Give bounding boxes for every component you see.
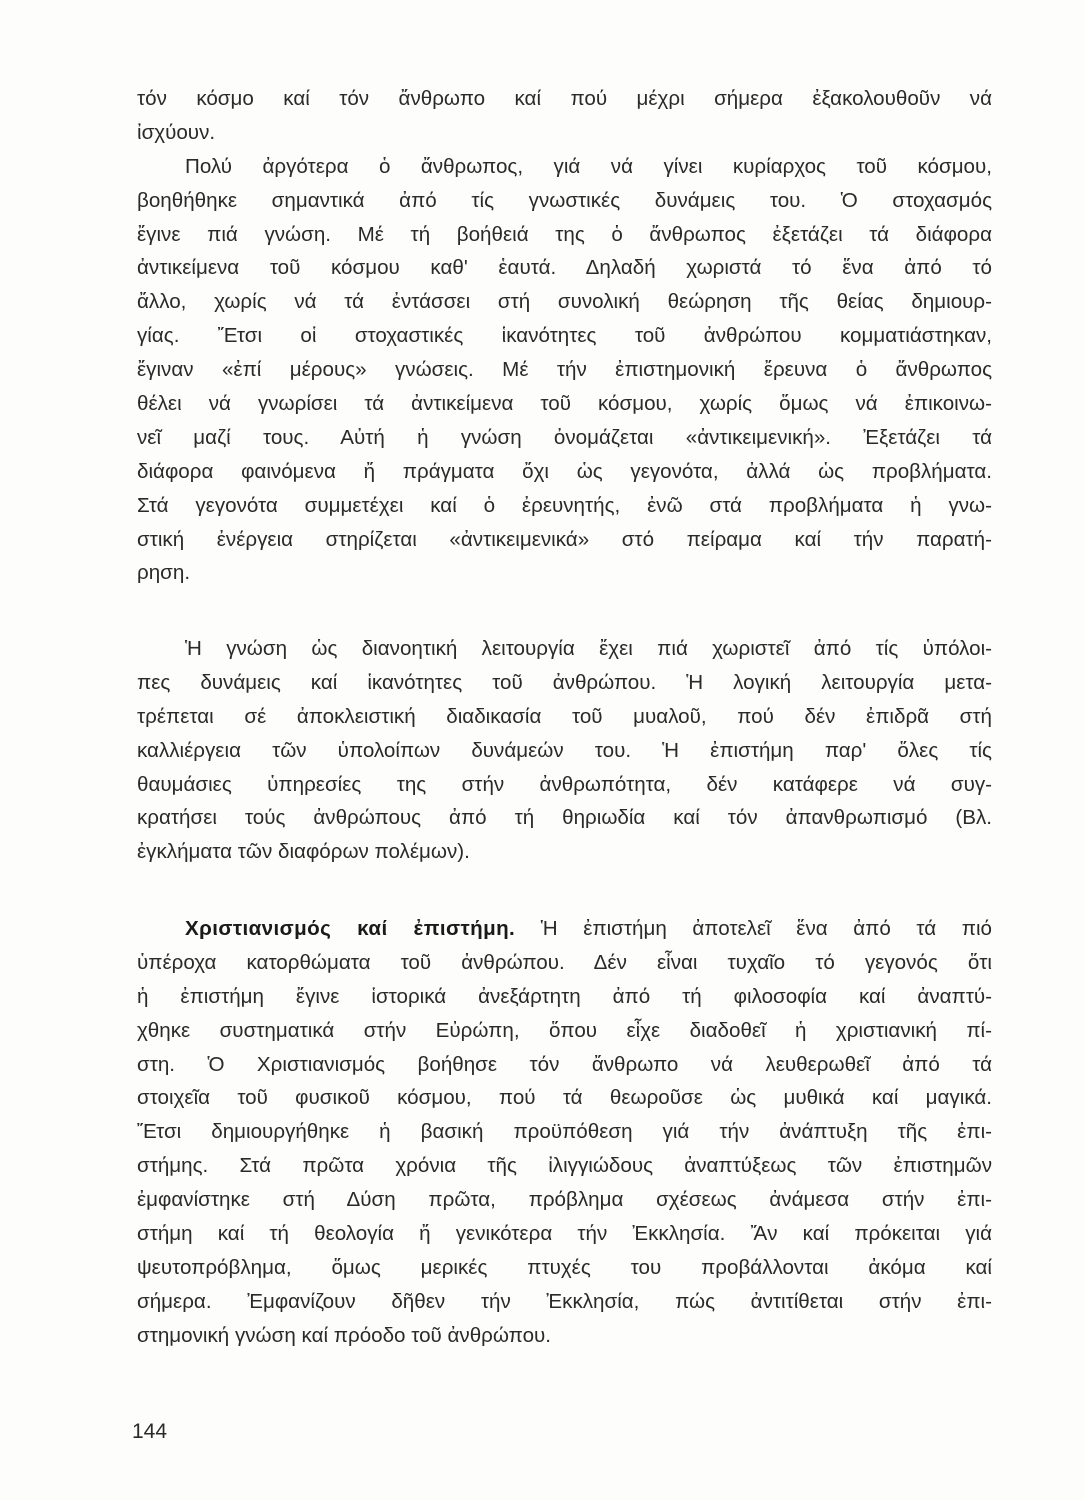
text-line: κρατήσει τούς ἀνθρώπους ἀπό τή θηριωδία καί τόν ἀπανθρωπισμό (Βλ. [137,806,992,830]
text-line: Στά γεγονότα συμμετέχει καί ὁ ἐρευνητής, ἐνῶ στά προβλήματα ἡ γνω- [137,493,992,517]
text-line: ἰσχύουν. [137,120,216,144]
text-line: γίας. Ἔτσι οἱ στοχαστικές ἱκανότητες τοῦ ἀνθρώπου κομματιάστηκαν, [137,324,992,348]
text-line: στική ἐνέργεια στηρίζεται «ἀντικειμενικά» στό πείραμα καί τήν παρατή- [137,527,992,551]
text-line: χθηκε συστηματικά στήν Εὐρώπη, ὅπου εἶχε διαδοθεῖ ἡ χριστιανική πί- [137,1018,992,1042]
paragraph-3 [137,912,992,1353]
text-line: θαυμάσιες ὑπηρεσίες της στήν ἀνθρωπότητα, δέν κατάφερε νά συγ- [137,772,992,796]
text-line: ἡ ἐπιστήμη ἔγινε ἱστορικά ἀνεξάρτητη ἀπό τή φιλοσοφία καί ἀναπτύ- [137,984,992,1008]
text-line: στήμη καί τή θεολογία ἤ γενικότερα τήν Ἐκκλησία. Ἄν καί πρόκειται γιά [137,1222,992,1246]
paragraph-1 [137,82,992,590]
section-heading: Χριστιανισμός καί ἐπιστήμη. [185,917,516,940]
text-line: ἐγκλήματα τῶν διαφόρων πολέμων). [137,840,470,864]
text-line: πες δυνάμεις καί ἱκανότητες τοῦ ἀνθρώπου. Ἡ λογική λειτουργία μετα- [137,670,992,694]
text-line: στημονική γνώση καί πρόοδο τοῦ ἀνθρώπου. [137,1323,552,1347]
text-line: διάφορα φαινόμενα ἤ πράγματα ὄχι ὡς γεγονότα, ἀλλά ὡς προβλήματα. [137,459,992,483]
text-line: ἔγινε πιά γνώση. Μέ τή βοήθειά της ὁ ἄνθρωπος ἐξετάζει τά διάφορα [137,222,992,246]
text-line: ὑπέροχα κατορθώματα τοῦ ἀνθρώπου. Δέν εἶναι τυχαῖο τό γεγονός ὅτι [137,950,992,974]
text-line: σήμερα. Ἐμφανίζουν δῆθεν τήν Ἐκκλησία, πώς ἀντιτίθεται στήν ἐπι- [137,1289,992,1313]
text-line: καλλιέργεια τῶν ὑπολοίπων δυνάμεών του. Ἡ ἐπιστήμη παρ' ὅλες τίς [137,738,992,762]
text-line: Ἡ γνώση ὡς διανοητική λειτουργία ἔχει πιά χωριστεῖ ἀπό τίς ὑπόλοι- [185,637,992,660]
text-line: ψευτοπρόβλημα, ὅμως μερικές πτυχές του προβάλλονται ἀκόμα καί [137,1255,992,1279]
text-line [137,912,992,946]
text-line: ἐμφανίστηκε στή Δύση πρῶτα, πρόβλημα σχέσεως ἀνάμεσα στήν ἐπι- [137,1188,992,1212]
text-line: στήμης. Στά πρῶτα χρόνια τῆς ἰλιγγιώδους ἀναπτύξεως τῶν ἐπιστημῶν [137,1154,992,1178]
text-line: ἀντικείμενα τοῦ κόσμου καθ' ἑαυτά. Δηλαδή χωριστά τό ἕνα ἀπό τό [137,256,992,280]
text-line: θέλει νά γνωρίσει τά ἀντικείμενα τοῦ κόσμου, χωρίς ὅμως νά ἐπικοινω- [137,392,992,416]
text-line: τρέπεται σέ ἀποκλειστική διαδικασία τοῦ μυαλοῦ, πού δέν ἐπιδρᾶ στή [137,704,992,728]
text-line: βοηθήθηκε σημαντικά ἀπό τίς γνωστικές δυνάμεις του. Ὁ στοχασμός [137,188,992,212]
text-line: ἄλλο, χωρίς νά τά ἐντάσσει στή συνολική θεώρηση τῆς θείας δημιουρ- [137,290,992,314]
text-line: Ἔτσι δημιουργήθηκε ἡ βασική προϋπόθεση γιά τήν ἀνάπτυξη τῆς ἐπι- [137,1120,992,1144]
text-line: στη. Ὁ Χριστιανισμός βοήθησε τόν ἄνθρωπο νά λευθερωθεῖ ἀπό τά [137,1052,992,1076]
text-line: ρηση. [137,561,191,585]
heading-line-text: Ἡ ἐπιστήμη ἀποτελεῖ ἕνα ἀπό τά πιό [540,917,992,940]
text-line: στοιχεῖα τοῦ φυσικοῦ κόσμου, πού τά θεωροῦσε ὡς μυθικά καί μαγικά. [137,1086,992,1110]
text-line: νεῖ μαζί τους. Αὐτή ἡ γνώση ὀνομάζεται «ἀντικειμενική». Ἐξετάζει τά [137,425,992,449]
text-line: Πολύ ἀργότερα ὁ ἄνθρωπος, γιά νά γίνει κυρίαρχος τοῦ κόσμου, [185,154,992,178]
paragraph-2 [137,632,992,869]
page-number: 144 [132,1420,168,1443]
text-line: τόν κόσμο καί τόν ἄνθρωπο καί πού μέχρι σήμερα ἐξακολουθοῦν νά [137,87,992,110]
text-line: ἔγιναν «ἐπί μέρους» γνώσεις. Μέ τήν ἐπιστημονική ἔρευνα ὁ ἄνθρωπος [137,358,992,382]
